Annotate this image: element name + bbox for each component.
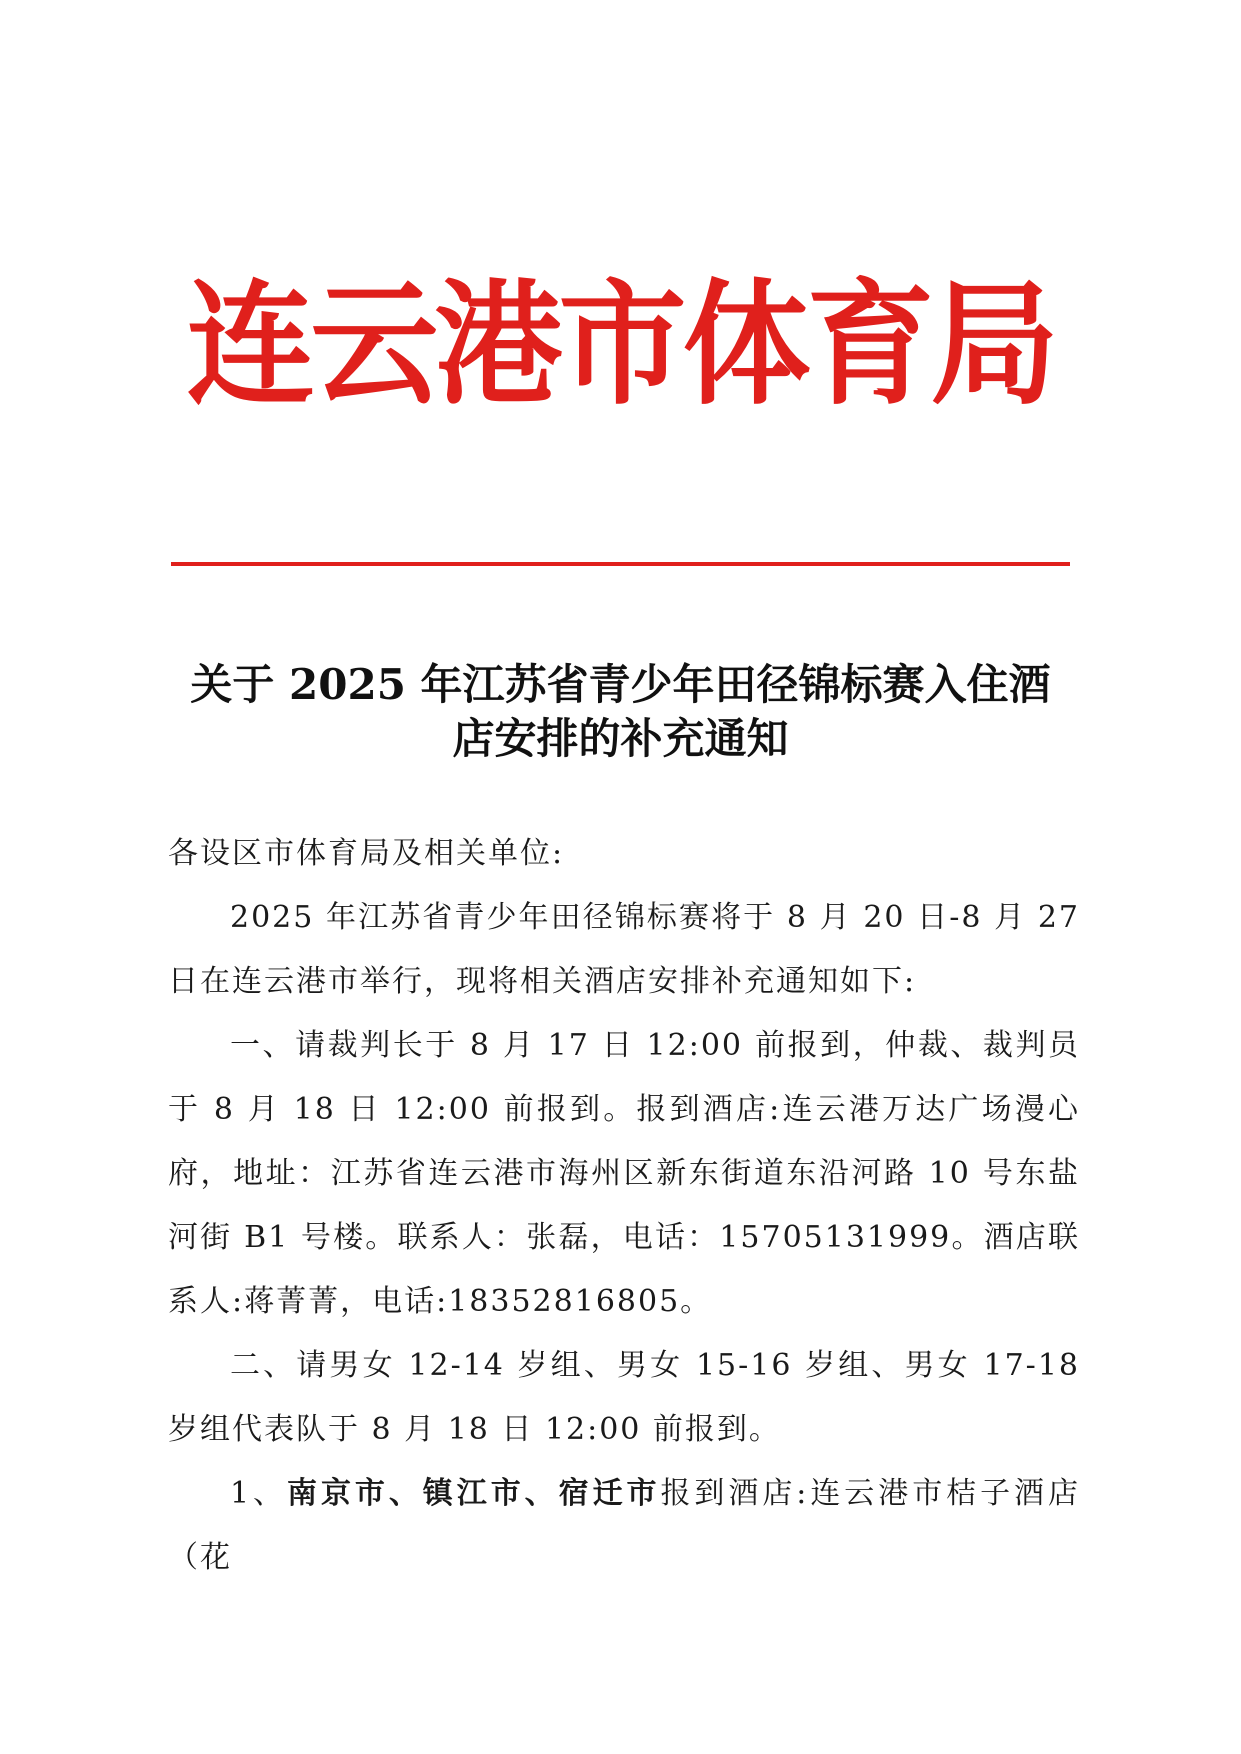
document-body — [168, 822, 1080, 1590]
title-line-2: 店安排的补充通知 — [452, 714, 789, 763]
salutation: 各设区市体育局及相关单位: — [168, 836, 565, 871]
item-1-paragraph — [168, 1462, 1080, 1590]
item-1-number: 1、 — [230, 1476, 287, 1511]
item-1-rest: 报到酒店:连云港市桔子酒店（花 — [168, 1476, 1081, 1575]
intro-paragraph: 2025 年江苏省青少年田径锦标赛将于 8 月 20 日-8 月 27 日在连云港市举行，现将相关酒店安排补充通知如下: — [168, 900, 1080, 999]
red-divider — [171, 562, 1070, 566]
item-1-cities: 南京市、镇江市、宿迁市 — [287, 1476, 661, 1511]
section-2-paragraph: 二、请男女 12-14 岁组、男女 15-16 岁组、男女 17-18 岁组代表队于 8 月 18 日 12:00 前报到。 — [168, 1348, 1080, 1447]
document-title — [160, 658, 1081, 766]
section-1-paragraph: 一、请裁判长于 8 月 17 日 12:00 前报到，仲裁、裁判员于 8 月 18 日 12:00 前报到。报到酒店:连云港万达广场漫心府，地址：江苏省连云港市海州区新东街道东沿河路 10 号东盐河街 B1 号楼。联系人：张磊，电话：15705131999。酒店联系人:蒋菁菁，电话:18352816805。 — [168, 1028, 1080, 1319]
agency-header: 连云港市体育局 — [186, 267, 1055, 424]
title-line-1: 关于 2025 年江苏省青少年田径锦标赛入住酒 — [190, 660, 1051, 709]
